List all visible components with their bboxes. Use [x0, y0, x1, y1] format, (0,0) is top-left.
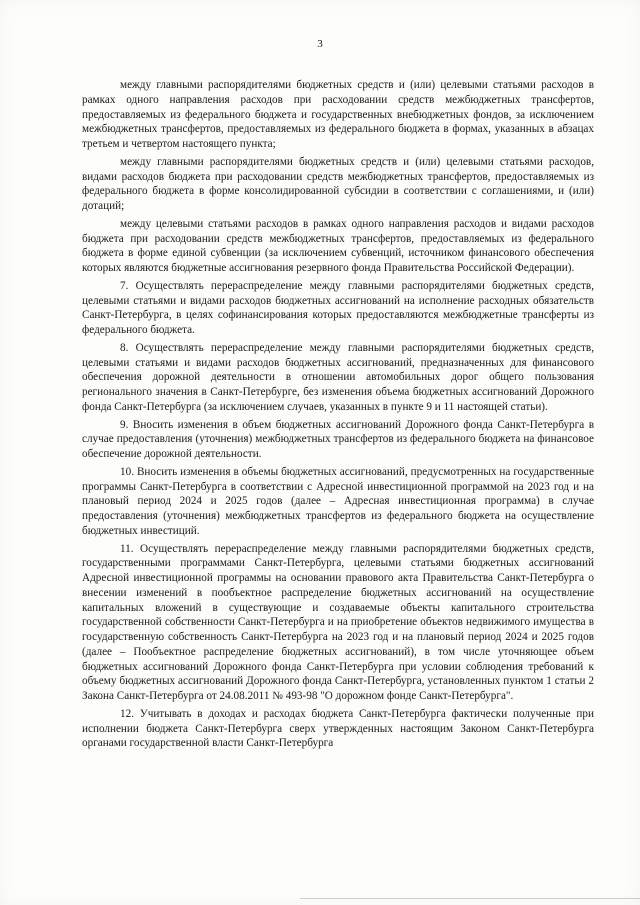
paragraph-item-9: 9. Вносить изменения в объем бюджетных ассигнований Дорожного фонда Санкт-Петербурга в случае предоставления (уточнения) межбюджетных трансфертов из федерального бюджета на финансовое обеспечение дорожной деятельности. — [82, 418, 594, 460]
paragraph-item-12: 12. Учитывать в доходах и расходах бюджета Санкт-Петербурга фактически полученные при исполнении бюджета Санкт-Петербурга сверх утвержденных настоящим Законом Санкт-Петербурга органами государственной власти Санкт-Петербурга — [82, 707, 594, 750]
paragraph-budget-transfers-2: между главными распорядителями бюджетных средств и (или) целевыми статьями расходов, видами расходов бюджета при расходовании средств межбюджетных трансфертов, предоставляемых из федерального бюджета в форме консолидированной субсидии в соответствии с соглашениями, и (или) дотаций; — [82, 155, 594, 212]
paragraph-item-8: 8. Осуществлять перераспределение между главными распорядителями бюджетных средств, целевыми статьями и видами расходов бюджетных ассигнований, предназначенных для финансового обеспечения дорожной деятельности в отношении автомобильных дорог общего пользования регионального значения в Санкт-Петербурге, без изменения объема бюджетных ассигнований Дорожного фонда Санкт-Петербурга (за исключением случаев, указанных в пункте 9 и 11 настоящей статьи). — [82, 341, 594, 413]
page-number: 3 — [317, 38, 323, 50]
paragraph-item-11: 11. Осуществлять перераспределение между главными распорядителями бюджетных средств, государственными программами Санкт-Петербурга, целевыми статьями бюджетных ассигнований Адресной инвестиционной программы на основании правового акта Правительства Санкт-Петербурга о внесении изменений в пообъектное распределение бюджетных ассигнований на осуществление капитальных вложений в существующие и создаваемые объекты капитального строительства государственной собственности Санкт-Петербурга и на приобретение объектов недвижимого имущества в государственную собственность Санкт-Петербурга на 2023 год и на плановый период 2024 и 2025 годов (далее – Пообъектное распределение бюджетных ассигнований), в том числе уточняющее объем бюджетных ассигнований Дорожного фонда Санкт-Петербурга при условии соблюдения требований к объему бюджетных ассигнований Дорожного фонда Санкт-Петербурга, установленных пунктом 1 статьи 2 Закона Санкт-Петербурга от 24.08.2011 № 493-98 "О дорожном фонде Санкт-Петербурга". — [82, 542, 594, 702]
paragraph-item-7: 7. Осуществлять перераспределение между главными распорядителями бюджетных средств, целевыми статьями и видами расходов бюджетных ассигнований на исполнение расходных обязательств Санкт-Петербурга, в целях софинансирования которых предоставляются межбюджетные трансферты из федерального бюджета. — [82, 279, 594, 336]
scan-bottom-edge — [300, 898, 640, 899]
paragraph-budget-transfers-1: между главными распорядителями бюджетных средств и (или) целевыми статьями расходов в рамках одного направления расходов при расходовании средств межбюджетных трансфертов, предоставляемых из федерального бюджета и государственных внебюджетных фондов, за исключением межбюджетных трансфертов, предоставляемых из федерального бюджета в формах, указанных в абзацах третьем и четвертом настоящего пункта; — [82, 79, 594, 150]
paragraph-budget-transfers-3: между целевыми статьями расходов в рамках одного направления расходов и видами расходов бюджета при расходовании средств межбюджетных трансфертов, предоставляемых из федерального бюджета в форме единой субвенции (за исключением субвенций, источником финансового обеспечения которых являются бюджетные ассигнования резервного фонда Правительства Российской Федерации). — [82, 217, 594, 274]
document-body — [82, 78, 594, 751]
paragraph-item-10: 10. Вносить изменения в объемы бюджетных ассигнований, предусмотренных на государственные программы Санкт-Петербурга в соответствии с Адресной инвестиционной программой на 2023 год и на плановый период 2024 и 2025 годов (далее – Адресная инвестиционная программа) в случае предоставления (уточнения) межбюджетных трансфертов из федерального бюджета на осуществление бюджетных инвестиций. — [82, 465, 594, 537]
